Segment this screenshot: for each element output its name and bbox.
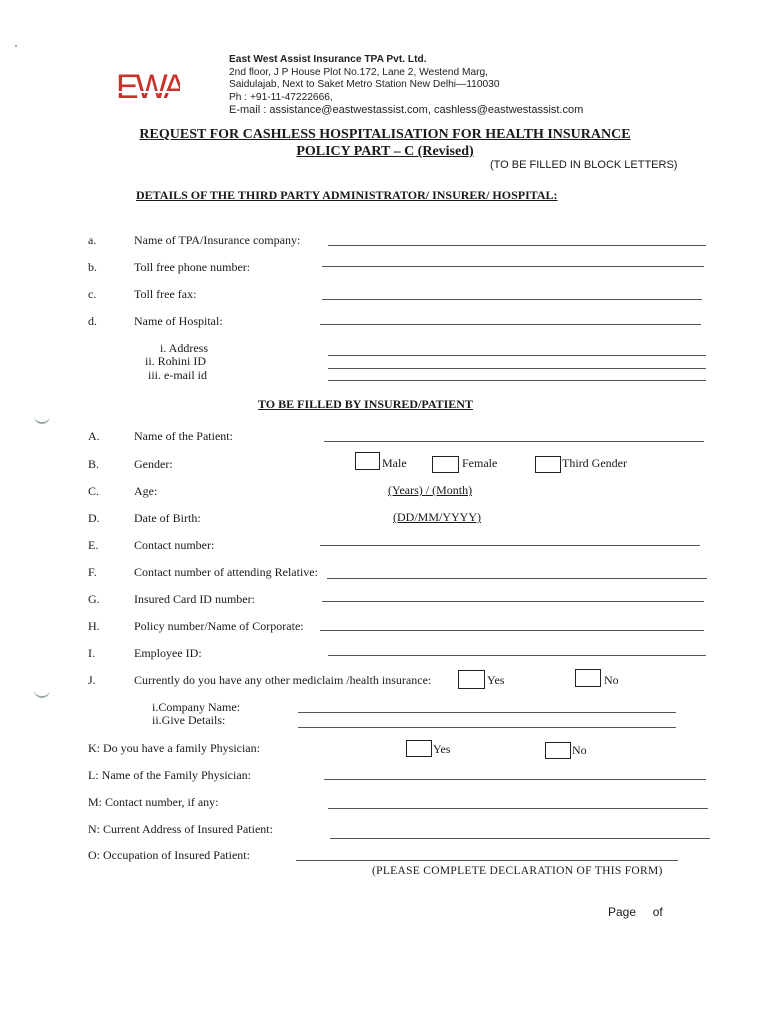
other-mediclaim-label: Currently do you have any other mediclaim /health insurance:	[134, 673, 432, 687]
of-label: of	[652, 905, 663, 919]
toll-free-phone-field[interactable]	[322, 266, 704, 267]
section-tpa-heading: DETAILS OF THE THIRD PARTY ADMINISTRATOR/ INSURER/ HOSPITAL:	[136, 188, 558, 202]
physician-contact-field[interactable]	[328, 808, 708, 809]
gender-third-label: Third Gender	[562, 456, 627, 470]
patient-occupation-label: O: Occupation of Insured Patient:	[88, 848, 250, 862]
gender-female-label: Female	[462, 456, 498, 470]
punch-hole-mark	[34, 412, 50, 424]
item-letter: I.	[88, 646, 95, 660]
item-letter: a.	[88, 233, 97, 247]
address-line-1: 2nd floor, J P House Plot No.172, Lane 2, Westend Marg,	[229, 66, 488, 78]
punch-hole-mark	[34, 686, 50, 698]
family-physician-yes-label: Yes	[433, 742, 451, 756]
patient-name-label: Name of the Patient:	[134, 429, 233, 443]
item-letter: b.	[88, 260, 97, 274]
insured-card-id-label: Insured Card ID number:	[134, 592, 255, 606]
scan-speck	[15, 45, 17, 47]
other-company-name-field[interactable]	[298, 712, 676, 713]
item-letter: d.	[88, 314, 97, 328]
page-label: Page	[608, 905, 637, 919]
family-physician-no-label: No	[572, 743, 587, 757]
other-mediclaim-yes-label: Yes	[487, 673, 505, 687]
address-line-2: Saidulajab, Next to Saket Metro Station New Delhi—110030	[229, 79, 500, 91]
page-indicator	[608, 905, 663, 919]
patient-address-field[interactable]	[330, 838, 710, 839]
other-details-label: ii.Give Details:	[152, 713, 226, 727]
item-letter: B.	[88, 457, 100, 471]
rohini-id-label: ii. Rohini ID	[145, 354, 207, 368]
other-mediclaim-yes-checkbox[interactable]	[458, 670, 485, 689]
hospital-address-field[interactable]	[328, 355, 706, 356]
other-details-field[interactable]	[298, 727, 676, 728]
email-line: E-mail : assistance@eastwestassist.com, cashless@eastwestassist.com	[229, 104, 584, 117]
item-letter: F.	[88, 565, 97, 579]
hospital-email-label: iii. e-mail id	[148, 368, 207, 382]
policy-number-field[interactable]	[320, 630, 704, 631]
patient-address-label: N: Current Address of Insured Patient:	[88, 822, 273, 836]
item-letter: G.	[88, 592, 100, 606]
company-address-block	[229, 54, 729, 117]
other-company-name-label: i.Company Name:	[152, 700, 240, 714]
item-letter: C.	[88, 484, 100, 498]
dob-field[interactable]: (DD/MM/YYYY)	[393, 510, 481, 524]
item-letter: c.	[88, 287, 97, 301]
form-title-line-1: REQUEST FOR CASHLESS HOSPITALISATION FOR HEALTH INSURANCE	[139, 127, 631, 142]
block-letters-note: (TO BE FILLED IN BLOCK LETTERS)	[490, 159, 678, 171]
hospital-name-field[interactable]	[320, 324, 701, 325]
section-patient-heading: TO BE FILLED BY INSURED/PATIENT	[258, 397, 473, 411]
toll-free-fax-field[interactable]	[322, 299, 702, 300]
employee-id-field[interactable]	[328, 655, 706, 656]
company-name: East West Assist Insurance TPA Pvt. Ltd.	[229, 54, 427, 65]
physician-contact-label: M: Contact number, if any:	[88, 795, 219, 809]
physician-name-label: L: Name of the Family Physician:	[88, 768, 251, 782]
svg-text:EWA: EWA	[116, 68, 180, 106]
gender-label: Gender:	[134, 457, 173, 471]
age-field[interactable]: (Years) / (Month)	[388, 483, 473, 497]
patient-occupation-field[interactable]	[296, 860, 678, 861]
other-mediclaim-no-label: No	[604, 673, 619, 687]
family-physician-label: K: Do you have a family Physician:	[88, 741, 260, 755]
family-physician-yes-checkbox[interactable]	[406, 740, 432, 757]
phone-line: Ph : +91-11-47222666,	[229, 91, 333, 103]
other-mediclaim-no-checkbox[interactable]	[575, 669, 601, 687]
age-label: Age:	[134, 484, 158, 498]
policy-number-label: Policy number/Name of Corporate:	[134, 619, 304, 633]
gender-male-label: Male	[382, 456, 407, 470]
item-letter: E.	[88, 538, 99, 552]
tpa-name-label: Name of TPA/Insurance company:	[134, 233, 301, 247]
gender-male-checkbox[interactable]	[355, 452, 380, 470]
contact-number-field[interactable]	[320, 545, 700, 546]
hospital-email-field[interactable]	[328, 380, 706, 381]
item-letter: A.	[88, 429, 100, 443]
patient-name-field[interactable]	[324, 441, 704, 442]
rohini-id-field[interactable]	[328, 368, 706, 369]
hospital-name-label: Name of Hospital:	[134, 314, 223, 328]
tpa-name-field[interactable]	[328, 245, 706, 246]
relative-contact-field[interactable]	[327, 578, 707, 579]
dob-label: Date of Birth:	[134, 511, 201, 525]
form-title-line-2: POLICY PART – C (Revised)	[296, 144, 474, 159]
item-letter: H.	[88, 619, 100, 633]
gender-female-checkbox[interactable]	[432, 456, 459, 473]
toll-free-phone-label: Toll free phone number:	[134, 260, 251, 274]
relative-contact-label: Contact number of attending Relative:	[134, 565, 318, 579]
physician-name-field[interactable]	[324, 779, 706, 780]
item-letter: J.	[88, 673, 96, 687]
hospital-address-label: i. Address	[160, 341, 208, 355]
toll-free-fax-label: Toll free fax:	[134, 287, 197, 301]
declaration-note: (PLEASE COMPLETE DECLARATION OF THIS FORM)	[372, 865, 663, 877]
employee-id-label: Employee ID:	[134, 646, 202, 660]
gender-third-checkbox[interactable]	[535, 456, 561, 473]
company-logo	[114, 62, 180, 106]
item-letter: D.	[88, 511, 100, 525]
family-physician-no-checkbox[interactable]	[545, 742, 571, 759]
insured-card-id-field[interactable]	[322, 601, 704, 602]
contact-number-label: Contact number:	[134, 538, 215, 552]
